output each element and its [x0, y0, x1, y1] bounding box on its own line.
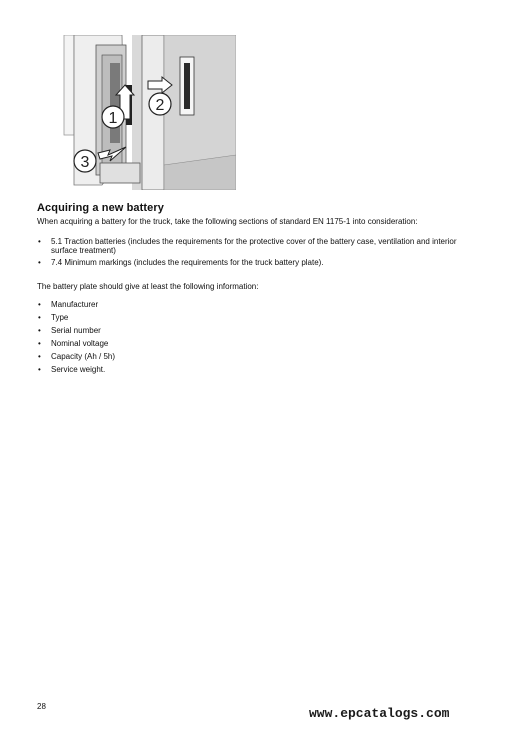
- bullet-icon: •: [38, 352, 41, 361]
- standard-sections-list: [37, 237, 477, 270]
- list-item: [37, 352, 477, 361]
- page-number: 28: [37, 702, 46, 711]
- intro-paragraph: When acquiring a battery for the truck, take the following sections of standard EN 1175-1 into consideration:: [37, 217, 418, 226]
- callout-2: 2: [155, 97, 165, 114]
- list-item-text: Service weight.: [51, 365, 106, 374]
- list-item-text: 5.1 Traction batteries (includes the requirements for the protective cover of the battery case, ventilation and interior surface treatment): [51, 237, 457, 255]
- list-item: [37, 300, 477, 309]
- list-item: [37, 237, 477, 255]
- list-item: [37, 313, 477, 322]
- list-item-text: Capacity (Ah / 5h): [51, 352, 116, 361]
- list-item-text: Nominal voltage: [51, 339, 109, 348]
- list-item: [37, 339, 477, 348]
- list-item: [37, 326, 477, 335]
- bullet-icon: •: [38, 339, 41, 348]
- plate-intro-paragraph: The battery plate should give at least the following information:: [37, 282, 259, 291]
- list-item-text: Manufacturer: [51, 300, 99, 309]
- bullet-icon: •: [38, 300, 41, 309]
- bullet-icon: •: [38, 365, 41, 374]
- callout-3: 3: [80, 154, 90, 171]
- list-item: [37, 365, 477, 374]
- bullet-icon: •: [38, 313, 41, 322]
- list-item-text: Serial number: [51, 326, 101, 335]
- list-item-text: 7.4 Minimum markings (includes the requirements for the truck battery plate).: [51, 258, 324, 267]
- list-item-text: Type: [51, 313, 69, 322]
- bullet-icon: •: [38, 237, 41, 246]
- battery-removal-illustration: [62, 35, 236, 190]
- section-heading: Acquiring a new battery: [37, 202, 164, 214]
- bullet-icon: •: [38, 258, 41, 267]
- bullet-icon: •: [38, 326, 41, 335]
- callout-1: 1: [108, 110, 118, 127]
- list-item: [37, 258, 477, 267]
- plate-info-list: [37, 300, 477, 378]
- watermark-url: www.epcatalogs.com: [309, 706, 450, 721]
